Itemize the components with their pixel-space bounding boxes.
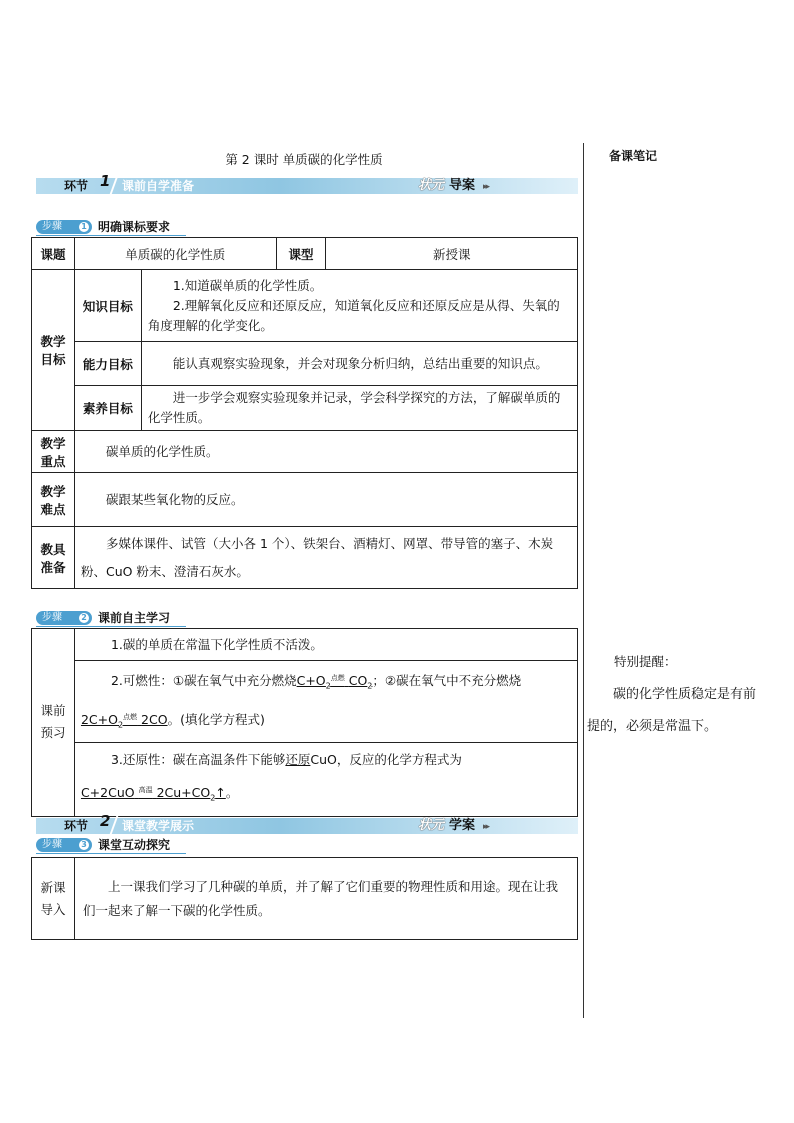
intro-label: 新课导入 <box>32 858 75 940</box>
goal-label: 教学目标 <box>32 270 75 431</box>
keti-value: 单质碳的化学性质 <box>74 238 276 270</box>
section-banner-1 <box>36 172 578 194</box>
tools-label: 教具准备 <box>32 527 75 589</box>
preview-table <box>31 628 578 817</box>
banner-number: 1 <box>100 172 111 190</box>
banner-slash <box>109 174 119 196</box>
kexing-value: 新授课 <box>326 238 578 270</box>
knowledge-item-1: 1.知道碳单质的化学性质。 <box>172 277 323 293</box>
lesson-title: 第 2 课时 单质碳的化学性质 <box>225 152 383 167</box>
step-badge: 步骤 1 <box>36 220 92 234</box>
tools-text: 多媒体课件、试管（大小各 1 个）、铁架台、酒精灯、网罩、带导管的塞子、木炭粉、CuO 粉末、澄清石灰水。 <box>74 527 577 589</box>
key-label: 教学重点 <box>32 431 75 473</box>
preview-item-2: 2.可燃性：①碳在氧气中充分燃烧$C+O_2^{点燃}$ $CO_2$；②碳在氧气中不充分燃烧 $2C+O_2^{点燃}$ 2CO。(填化学方程式) <box>74 661 577 743</box>
banner-brand-b: 学案 <box>449 818 476 833</box>
knowledge-label: 知识目标 <box>74 270 141 342</box>
banner-number: 2 <box>100 812 111 830</box>
banner-brand-a: 状元 <box>418 178 445 193</box>
banner-name: 课前自学准备 <box>122 179 195 193</box>
banner-slash <box>109 814 119 836</box>
equation-3: C+2CuO $^{高温}$ $2Cu+CO_2↑$ <box>80 785 226 803</box>
step-badge: 步骤 3 <box>36 838 92 852</box>
equation-1: $C+O_2^{点燃}$ $CO_2$ <box>296 673 373 691</box>
key-text: 碳单质的化学性质。 <box>74 431 577 473</box>
banner-huanjie: 环节 <box>64 179 89 193</box>
ability-text: 能认真观察实验现象，并会对现象分析归纳，总结出重要的知识点。 <box>141 342 577 386</box>
preview-item-1: 1.碳的单质在常温下化学性质不活泼。 <box>74 629 577 661</box>
ability-label: 能力目标 <box>74 342 141 386</box>
knowledge-content <box>141 270 577 342</box>
keti-label: 课题 <box>32 238 75 270</box>
section-banner-2 <box>36 812 578 834</box>
preview-label: 课前预习 <box>32 629 75 817</box>
banner-brand-a: 状元 <box>418 818 445 833</box>
notes-title: 备课笔记 <box>609 149 658 163</box>
difficulty-label: 教学难点 <box>32 473 75 527</box>
step-badge: 步骤 2 <box>36 611 92 625</box>
equation-2: $2C+O_2^{点燃}$ 2CO <box>80 711 168 729</box>
step-name: 明确课标要求 <box>98 220 171 234</box>
double-arrow-icon: ▸▸ <box>483 182 489 192</box>
banner-name: 课堂教学展示 <box>122 819 195 833</box>
notes-tip-text: 碳的化学性质稳定是有前提的，必须是常温下。 <box>587 687 757 734</box>
intro-table <box>31 857 578 940</box>
preview-item-3: 3.还原性：碳在高温条件下能够还原CuO，反应的化学方程式为 C+2CuO $^{高温}$ $2Cu+CO_2↑$。 <box>74 743 577 817</box>
double-arrow-icon: ▸▸ <box>483 822 489 832</box>
course-goals-table <box>31 237 578 589</box>
step-name: 课前自主学习 <box>98 611 171 625</box>
literacy-text: 进一步学会观察实验现象并记录，学会科学探究的方法，了解碳单质的化学性质。 <box>141 386 577 431</box>
kexing-label: 课型 <box>276 238 326 270</box>
knowledge-item-2: 2.理解氧化反应和还原反应，知道氧化反应和还原反应是从得、失氧的角度理解的化学变化。 <box>147 297 560 333</box>
notes-tip-label: 特别提醒： <box>614 654 677 669</box>
intro-text: 上一课我们学习了几种碳的单质，并了解了它们重要的物理性质和用途。现在让我们一起来了解一下碳的化学性质。 <box>74 858 577 940</box>
notes-divider <box>583 143 584 1018</box>
banner-huanjie: 环节 <box>64 819 89 833</box>
step-name: 课堂互动探究 <box>98 838 171 852</box>
banner-brand-b: 导案 <box>449 178 476 193</box>
literacy-label: 素养目标 <box>74 386 141 431</box>
difficulty-text: 碳跟某些氧化物的反应。 <box>74 473 577 527</box>
